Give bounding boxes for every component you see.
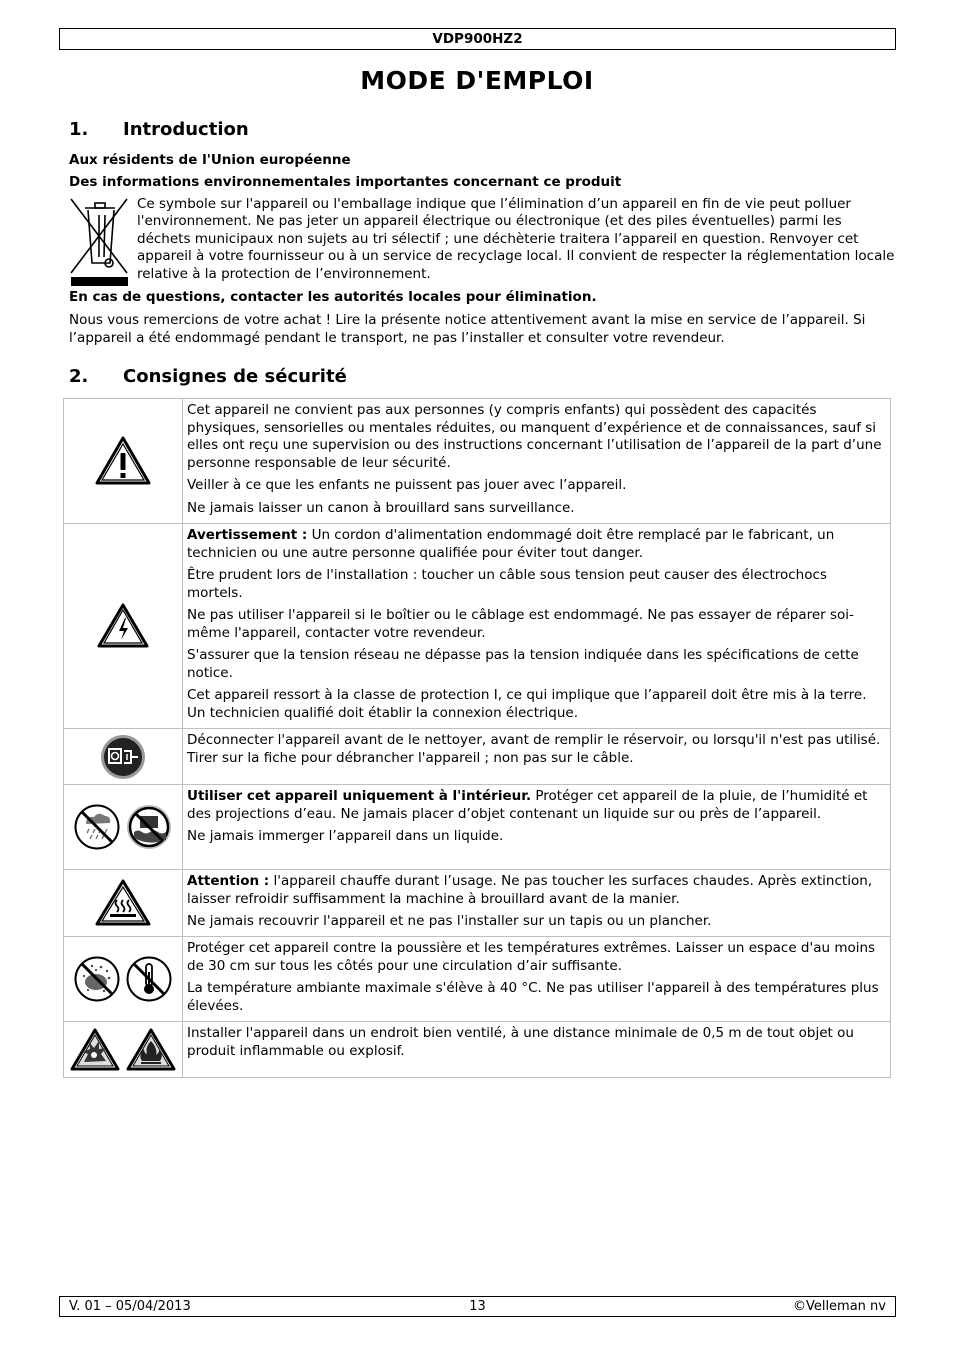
section-number: 1. [69, 119, 89, 140]
safety-icon-cell [64, 870, 183, 937]
no-immersion-icon [126, 804, 172, 850]
section-number: 2. [69, 366, 89, 387]
no-dust-icon [74, 956, 120, 1002]
section-heading-introduction [69, 119, 249, 140]
safety-row [64, 1022, 891, 1078]
safety-table [63, 398, 891, 1078]
unplug-icon [100, 734, 146, 780]
safety-icon-cell [64, 729, 183, 785]
safety-icon-cell [64, 785, 183, 870]
weee-description: Ce symbole sur l'appareil ou l'emballage indique que l’élimination d’un appareil en fin de vie peut polluer l'environnement. Ne pas jeter un appareil électrique ou électronique (et des piles éventuelles) parmi les déchets municipaux non sujets au tri sélectif ; une déchèterie traitera l’appareil en question. Renvoyer cet appareil à votre fournisseur ou à un service de recyclage local. Il convient de respecter la réglementation locale relative à la protection de l’environnement. [137, 196, 895, 282]
safety-paragraph: Déconnecter l'appareil avant de le nettoyer, avant de remplir le réservoir, ou lorsqu'il n'est pas utilisé. Tirer sur la fiche pour débrancher l'appareil ; non pas sur le câble. [187, 732, 881, 766]
safety-row [64, 524, 891, 729]
safety-row [64, 870, 891, 937]
safety-row [64, 399, 891, 524]
version-date: V. 01 – 05/04/2013 [69, 1299, 191, 1314]
safety-text-cell [183, 937, 891, 1022]
document-header [59, 28, 896, 50]
safety-paragraph: La température ambiante maximale s'élève à 40 °C. Ne pas utiliser l'appareil à des températures plus élevées. [187, 980, 879, 1014]
safety-text-cell [183, 729, 891, 785]
safety-icon-cell [64, 937, 183, 1022]
page-title: MODE D'EMPLOI [360, 66, 594, 95]
safety-text-cell [183, 1022, 891, 1078]
safety-paragraph: Veiller à ce que les enfants ne puissent pas jouer avec l’appareil. [187, 477, 627, 493]
warning-triangle-icon [95, 436, 151, 486]
safety-paragraph: Avertissement : Un cordon d'alimentation endommagé doit être remplacé par le fabricant, un technicien ou une autre personne qualifiée pour éviter tout danger. [187, 527, 835, 561]
model-name: VDP900HZ2 [432, 31, 523, 47]
safety-paragraph: Ne jamais recouvrir l'appareil et ne pas l'installer sur un tapis ou un plancher. [187, 913, 712, 929]
safety-row [64, 937, 891, 1022]
safety-paragraph: Ne jamais immerger l’appareil dans un liquide. [187, 828, 504, 844]
section-title: Introduction [123, 119, 249, 140]
safety-paragraph: S'assurer que la tension réseau ne dépasse pas la tension indiquée dans les spécifications de cette notice. [187, 647, 859, 681]
flammable-icon [126, 1028, 176, 1072]
safety-paragraph: Ne jamais laisser un canon à brouillard sans surveillance. [187, 499, 575, 516]
section-title: Consignes de sécurité [123, 366, 347, 387]
safety-text-cell [183, 524, 891, 729]
safety-icon-cell [64, 1022, 183, 1078]
safety-icon-cell [64, 399, 183, 524]
no-extreme-temperature-icon [126, 956, 172, 1002]
safety-text-cell [183, 870, 891, 937]
safety-paragraph: Être prudent lors de l'installation : toucher un câble sous tension peut causer des électrochocs mortels. [187, 567, 827, 601]
safety-paragraph: Ne pas utiliser l'appareil si le boîtier ou le câblage est endommagé. Ne pas essayer de réparer soi-même l'appareil, contacter votre revendeur. [187, 607, 854, 641]
weee-crossed-bin-icon [69, 197, 131, 289]
contact-authorities-note: En cas de questions, contacter les autorités locales pour élimination. [69, 289, 597, 305]
section-heading-safety [69, 366, 347, 387]
safety-paragraph: Installer l'appareil dans un endroit bien ventilé, à une distance minimale de 0,5 m de tout objet ou produit inflammable ou explosif. [187, 1025, 854, 1059]
thank-you-paragraph: Nous vous remercions de votre achat ! Lire la présente notice attentivement avant la mise en service de l’appareil. Si l’appareil a été endommagé pendant le transport, ne pas l’installer et consulter votre revendeur. [69, 312, 866, 346]
safety-row [64, 785, 891, 870]
page-number: 13 [469, 1299, 486, 1314]
safety-paragraph: Attention : l'appareil chauffe durant l’usage. Ne pas toucher les surfaces chaudes. Après extinction, laisser refroidir suffisamment la machine à brouillard avant de la manier. [187, 873, 873, 907]
safety-paragraph: Cet appareil ne convient pas aux personnes (y compris enfants) qui possèdent des capacités physiques, sensorielles ou mentales réduites, ou manquent d’expérience et de connaissances, sauf si elles ont reçu une supervision ou des instructions concernant l’utilisation de l’appareil de la part d’une personne responsable de leur sécurité. [187, 402, 882, 471]
safety-paragraph: Utiliser cet appareil uniquement à l'intérieur. Protéger cet appareil de la pluie, de l’humidité et des projections d’eau. Ne jamais placer d’objet contenant un liquide sur ou près de l’appareil. [187, 788, 868, 822]
hot-surface-icon [95, 879, 151, 927]
page-footer [59, 1296, 896, 1317]
safety-text-cell [183, 399, 891, 524]
copyright: ©Velleman nv [792, 1299, 886, 1314]
env-info-heading: Des informations environnementales importantes concernant ce produit [69, 174, 622, 190]
safety-icon-cell [64, 524, 183, 729]
explosive-icon [70, 1028, 120, 1072]
no-rain-icon [74, 804, 120, 850]
electric-shock-icon [97, 603, 149, 649]
safety-text-cell [183, 785, 891, 870]
safety-paragraph: Protéger cet appareil contre la poussière et les températures extrêmes. Laisser un espace d'au moins de 30 cm sur tous les côtés pour une circulation d’air suffisante. [187, 940, 876, 974]
eu-residents-heading: Aux résidents de l'Union européenne [69, 152, 351, 168]
safety-paragraph: Cet appareil ressort à la classe de protection I, ce qui implique que l’appareil doit être mis à la terre. Un technicien qualifié doit établir la connexion électrique. [187, 687, 867, 721]
safety-row [64, 729, 891, 785]
